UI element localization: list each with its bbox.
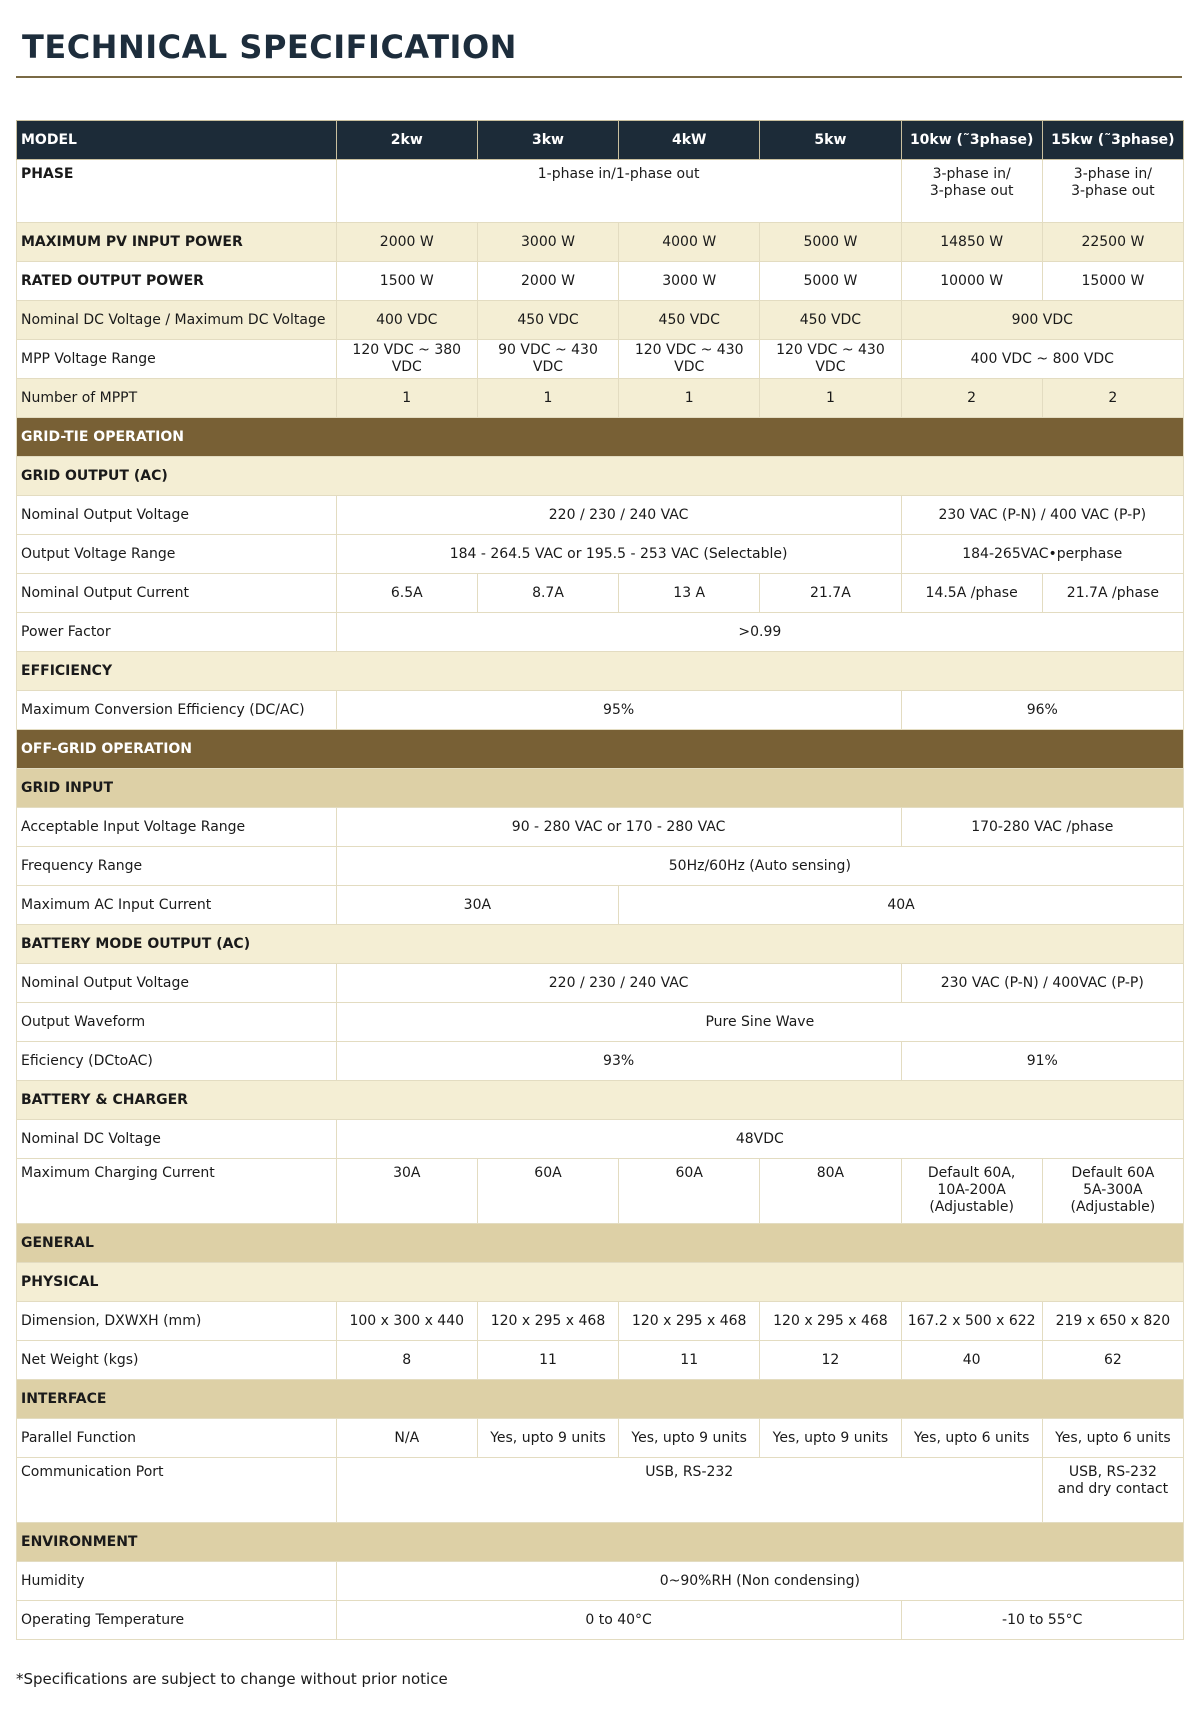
row-label: Nominal DC Voltage / Maximum DC Voltage: [17, 301, 337, 340]
table-cell: 120 VDC ~ 380 VDC: [336, 340, 477, 379]
table-cell: 80A: [760, 1159, 901, 1224]
row-label: Parallel Function: [17, 1419, 337, 1458]
table-cell: Yes, upto 6 units: [901, 1419, 1042, 1458]
table-cell: Yes, upto 9 units: [619, 1419, 760, 1458]
table-cell: 11: [477, 1341, 618, 1380]
table-row: [17, 1159, 1184, 1224]
subsection-heading: EFFICIENCY: [17, 652, 1184, 691]
table-cell: 100 x 300 x 440: [336, 1302, 477, 1341]
table-row: [17, 1419, 1184, 1458]
table-cell: 400 VDC: [336, 301, 477, 340]
table-cell: 230 VAC (P-N) / 400 VAC (P-P): [901, 496, 1183, 535]
header-2kw: 2kw: [336, 121, 477, 160]
table-cell: >0.99: [336, 613, 1183, 652]
table-cell: 13 A: [619, 574, 760, 613]
table-cell: 3000 W: [477, 223, 618, 262]
table-cell: 40: [901, 1341, 1042, 1380]
table-cell: USB, RS-232 and dry contact: [1042, 1458, 1183, 1523]
table-row: [17, 1458, 1184, 1523]
row-label: PHASE: [17, 160, 337, 223]
row-label: MAXIMUM PV INPUT POWER: [17, 223, 337, 262]
table-cell: 40A: [619, 886, 1184, 925]
table-cell: 21.7A: [760, 574, 901, 613]
table-cell: 1-phase in/1-phase out: [336, 160, 901, 223]
table-row: [17, 1302, 1184, 1341]
table-row: [17, 223, 1184, 262]
header-5kw: 5kw: [760, 121, 901, 160]
table-cell: 1: [336, 379, 477, 418]
table-cell: 4000 W: [619, 223, 760, 262]
footnote: *Specifications are subject to change without prior notice: [16, 1670, 448, 1688]
table-cell: Pure Sine Wave: [336, 1003, 1183, 1042]
table-cell: 1500 W: [336, 262, 477, 301]
table-cell: 120 x 295 x 468: [619, 1302, 760, 1341]
table-cell: 3-phase in/ 3-phase out: [901, 160, 1042, 223]
table-cell: 3000 W: [619, 262, 760, 301]
table-cell: 0 to 40°C: [336, 1601, 901, 1640]
table-cell: 184 - 264.5 VAC or 195.5 - 253 VAC (Selectable): [336, 535, 901, 574]
row-label: Maximum AC Input Current: [17, 886, 337, 925]
table-cell: 10000 W: [901, 262, 1042, 301]
table-cell: 167.2 x 500 x 622: [901, 1302, 1042, 1341]
table-cell: 2000 W: [477, 262, 618, 301]
row-label: Power Factor: [17, 613, 337, 652]
subsection-heading: INTERFACE: [17, 1380, 1184, 1419]
table-row: [17, 1341, 1184, 1380]
table-row: [17, 691, 1184, 730]
row-label: Maximum Conversion Efficiency (DC/AC): [17, 691, 337, 730]
table-header-row: [17, 121, 1184, 160]
table-cell: 11: [619, 1341, 760, 1380]
subsection-row: [17, 1523, 1184, 1562]
table-row: [17, 379, 1184, 418]
header-4kw: 4kW: [619, 121, 760, 160]
table-cell: 14.5A /phase: [901, 574, 1042, 613]
table-row: [17, 574, 1184, 613]
table-cell: 21.7A /phase: [1042, 574, 1183, 613]
header-3kw: 3kw: [477, 121, 618, 160]
table-cell: 60A: [619, 1159, 760, 1224]
table-cell: 14850 W: [901, 223, 1042, 262]
table-cell: 1: [477, 379, 618, 418]
row-label: Acceptable Input Voltage Range: [17, 808, 337, 847]
table-cell: 120 x 295 x 468: [477, 1302, 618, 1341]
table-cell: 2: [901, 379, 1042, 418]
table-cell: 184-265VAC•perphase: [901, 535, 1183, 574]
table-cell: 90 - 280 VAC or 170 - 280 VAC: [336, 808, 901, 847]
row-label: MPP Voltage Range: [17, 340, 337, 379]
table-cell: 450 VDC: [760, 301, 901, 340]
subsection-row: [17, 1380, 1184, 1419]
table-cell: -10 to 55°C: [901, 1601, 1183, 1640]
header-15kw: 15kw (˜3phase): [1042, 121, 1183, 160]
table-cell: Default 60A, 10A-200A (Adjustable): [901, 1159, 1042, 1224]
section-row: [17, 418, 1184, 457]
subsection-row: [17, 1224, 1184, 1263]
row-label: Communication Port: [17, 1458, 337, 1523]
table-row: [17, 301, 1184, 340]
table-cell: 120 VDC ~ 430 VDC: [760, 340, 901, 379]
row-label: Number of MPPT: [17, 379, 337, 418]
row-label: Eficiency (DCtoAC): [17, 1042, 337, 1081]
subsection-heading: GRID INPUT: [17, 769, 1184, 808]
table-row: [17, 886, 1184, 925]
table-cell: 91%: [901, 1042, 1183, 1081]
subsection-row: [17, 1263, 1184, 1302]
header-model: MODEL: [17, 121, 337, 160]
subsection-row: [17, 1081, 1184, 1120]
table-row: [17, 340, 1184, 379]
table-cell: 60A: [477, 1159, 618, 1224]
table-cell: 450 VDC: [477, 301, 618, 340]
table-row: [17, 808, 1184, 847]
table-row: [17, 1562, 1184, 1601]
table-row: [17, 535, 1184, 574]
table-cell: 1: [619, 379, 760, 418]
table-cell: 90 VDC ~ 430 VDC: [477, 340, 618, 379]
row-label: Output Voltage Range: [17, 535, 337, 574]
table-cell: 5000 W: [760, 262, 901, 301]
table-cell: 220 / 230 / 240 VAC: [336, 496, 901, 535]
table-cell: 15000 W: [1042, 262, 1183, 301]
table-cell: 120 VDC ~ 430 VDC: [619, 340, 760, 379]
table-cell: 120 x 295 x 468: [760, 1302, 901, 1341]
header-10kw: 10kw (˜3phase): [901, 121, 1042, 160]
section-heading: GRID-TIE OPERATION: [17, 418, 1184, 457]
table-cell: 0~90%RH (Non condensing): [336, 1562, 1183, 1601]
row-label: RATED OUTPUT POWER: [17, 262, 337, 301]
table-row: [17, 1601, 1184, 1640]
row-label: Nominal Output Voltage: [17, 964, 337, 1003]
table-cell: 219 x 650 x 820: [1042, 1302, 1183, 1341]
row-label: Nominal Output Voltage: [17, 496, 337, 535]
subsection-heading: ENVIRONMENT: [17, 1523, 1184, 1562]
section-row: [17, 730, 1184, 769]
subsection-heading: BATTERY MODE OUTPUT (AC): [17, 925, 1184, 964]
row-label: Net Weight (kgs): [17, 1341, 337, 1380]
table-cell: Yes, upto 9 units: [477, 1419, 618, 1458]
subsection-heading: BATTERY & CHARGER: [17, 1081, 1184, 1120]
table-cell: 96%: [901, 691, 1183, 730]
table-row: [17, 1003, 1184, 1042]
table-cell: 450 VDC: [619, 301, 760, 340]
table-cell: 48VDC: [336, 1120, 1183, 1159]
table-cell: 5000 W: [760, 223, 901, 262]
table-cell: 400 VDC ~ 800 VDC: [901, 340, 1183, 379]
subsection-row: [17, 925, 1184, 964]
table-cell: 8: [336, 1341, 477, 1380]
table-row: [17, 262, 1184, 301]
table-cell: Yes, upto 6 units: [1042, 1419, 1183, 1458]
table-cell: 2: [1042, 379, 1183, 418]
table-cell: 93%: [336, 1042, 901, 1081]
row-label: Humidity: [17, 1562, 337, 1601]
row-label: Nominal Output Current: [17, 574, 337, 613]
subsection-heading: GENERAL: [17, 1224, 1184, 1263]
table-cell: 22500 W: [1042, 223, 1183, 262]
table-cell: 220 / 230 / 240 VAC: [336, 964, 901, 1003]
table-cell: USB, RS-232: [336, 1458, 1042, 1523]
row-label: Frequency Range: [17, 847, 337, 886]
table-row: [17, 496, 1184, 535]
table-cell: 8.7A: [477, 574, 618, 613]
row-label: Maximum Charging Current: [17, 1159, 337, 1224]
subsection-heading: PHYSICAL: [17, 1263, 1184, 1302]
table-cell: 6.5A: [336, 574, 477, 613]
subsection-row: [17, 457, 1184, 496]
table-cell: 1: [760, 379, 901, 418]
spec-table: [16, 120, 1184, 1640]
table-cell: 95%: [336, 691, 901, 730]
table-row: [17, 964, 1184, 1003]
table-cell: 170-280 VAC /phase: [901, 808, 1183, 847]
table-cell: 12: [760, 1341, 901, 1380]
table-cell: 2000 W: [336, 223, 477, 262]
page-title: TECHNICAL SPECIFICATION: [22, 28, 517, 66]
section-heading: OFF-GRID OPERATION: [17, 730, 1184, 769]
table-cell: N/A: [336, 1419, 477, 1458]
row-label: Nominal DC Voltage: [17, 1120, 337, 1159]
table-cell: 30A: [336, 886, 618, 925]
table-cell: 50Hz/60Hz (Auto sensing): [336, 847, 1183, 886]
table-cell: 3-phase in/ 3-phase out: [1042, 160, 1183, 223]
table-cell: 230 VAC (P-N) / 400VAC (P-P): [901, 964, 1183, 1003]
row-label: Operating Temperature: [17, 1601, 337, 1640]
table-row: [17, 160, 1184, 223]
table-row: [17, 1120, 1184, 1159]
table-row: [17, 1042, 1184, 1081]
table-cell: Default 60A 5A-300A (Adjustable): [1042, 1159, 1183, 1224]
subsection-heading: GRID OUTPUT (AC): [17, 457, 1184, 496]
table-row: [17, 613, 1184, 652]
title-divider: [16, 76, 1182, 78]
table-cell: 30A: [336, 1159, 477, 1224]
subsection-row: [17, 769, 1184, 808]
table-cell: 62: [1042, 1341, 1183, 1380]
subsection-row: [17, 652, 1184, 691]
table-cell: 900 VDC: [901, 301, 1183, 340]
row-label: Output Waveform: [17, 1003, 337, 1042]
table-row: [17, 847, 1184, 886]
table-cell: Yes, upto 9 units: [760, 1419, 901, 1458]
row-label: Dimension, DXWXH (mm): [17, 1302, 337, 1341]
